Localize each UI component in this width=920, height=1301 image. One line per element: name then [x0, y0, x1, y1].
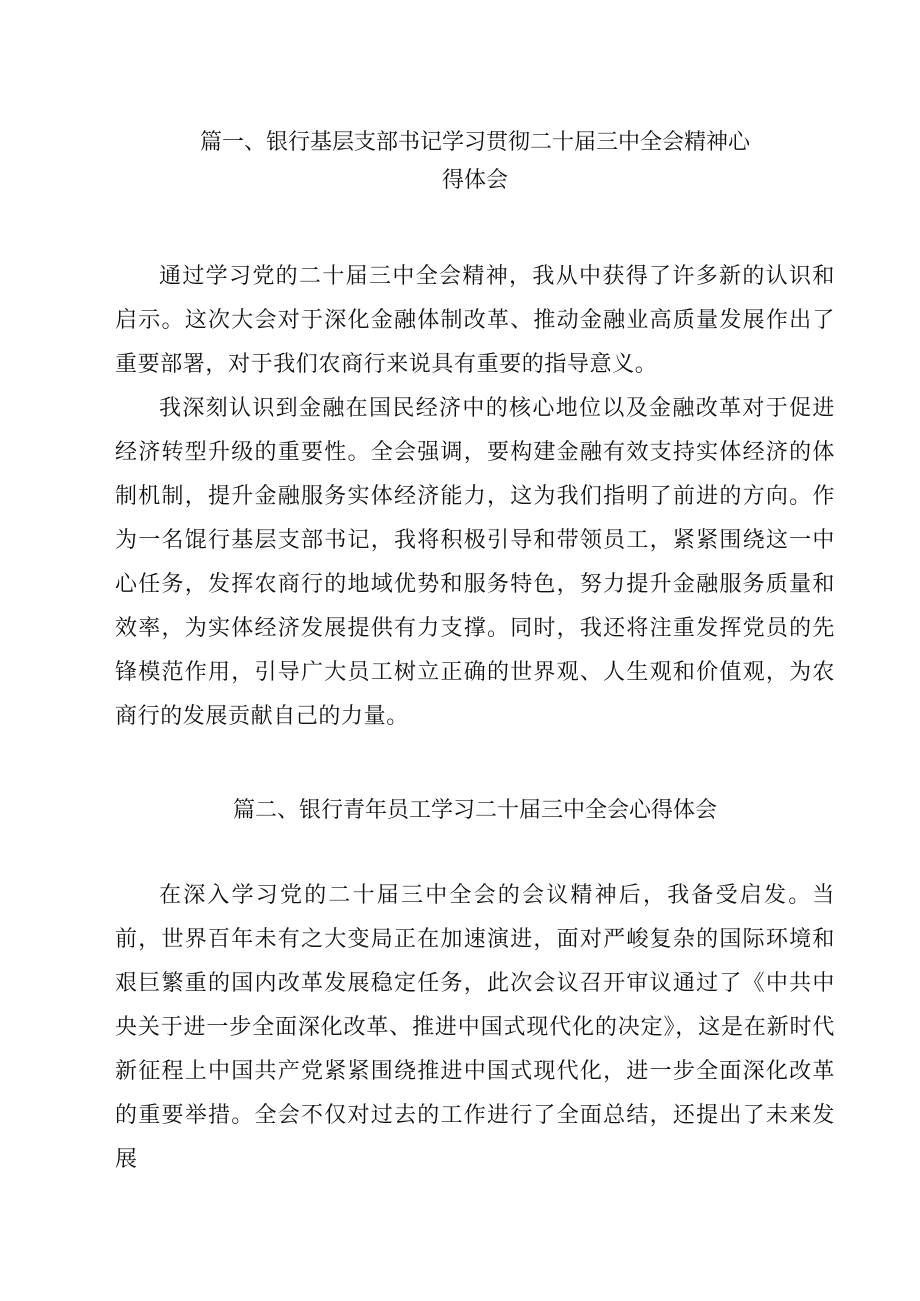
- section-1-title-line-1: 篇一、银行基层支部书记学习贯彻二十届三中全会精神心: [199, 130, 750, 155]
- section-1-body: [115, 255, 835, 739]
- section-2-title: 篇二、银行青年员工学习二十届三中全会心得体会: [232, 798, 717, 823]
- section-1-title-line-2: 得体会: [441, 168, 508, 193]
- section-2-paragraph: 在深入学习党的二十届三中全会的会议精神后，我备受启发。当前，世界百年未有之大变局正在加速演进，面对严峻复杂的国际环境和艰巨繁重的国内改革发展稳定任务，此次会议召开审议通过了《中共中央关于进一步全面深化改革、推进中国式现代化的决定》，这是在新时代新征程上中国共产党紧紧围绕推进中国式现代化，进一步全面深化改革的重要举措。全会不仅对过去的工作进行了全面总结，还提出了未来发展: [115, 883, 835, 1172]
- section-2-body: [115, 874, 835, 1182]
- section-1-paragraph: 我深刻认识到金融在国民经济中的核心地位以及金融改革对于促进经济转型升级的重要性。全会强调，要构建金融有效支持实体经济的体制机制，提升金融服务实体经济能力，这为我们指明了前进的方向。作为一名馄行基层支部书记，我将积极引导和带领员工，紧紧围绕这一中心任务，发挥农商行的地域优势和服务特色，努力提升金融服务质量和效率，为实体经济发展提供有力支撑。同时，我还将注重发挥党员的先锋模范作用，引导广大员工树立正确的世界观、人生观和价值观，为农商行的发展贡献自己的力量。: [115, 396, 835, 729]
- section-1-paragraph: 通过学习党的二十届三中全会精神，我从中获得了许多新的认识和启示。这次大会对于深化金融体制改革、推动金融业高质量发展作出了重要部署，对于我们农商行来说具有重要的指导意义。: [115, 264, 835, 377]
- section-1-title: [115, 124, 835, 200]
